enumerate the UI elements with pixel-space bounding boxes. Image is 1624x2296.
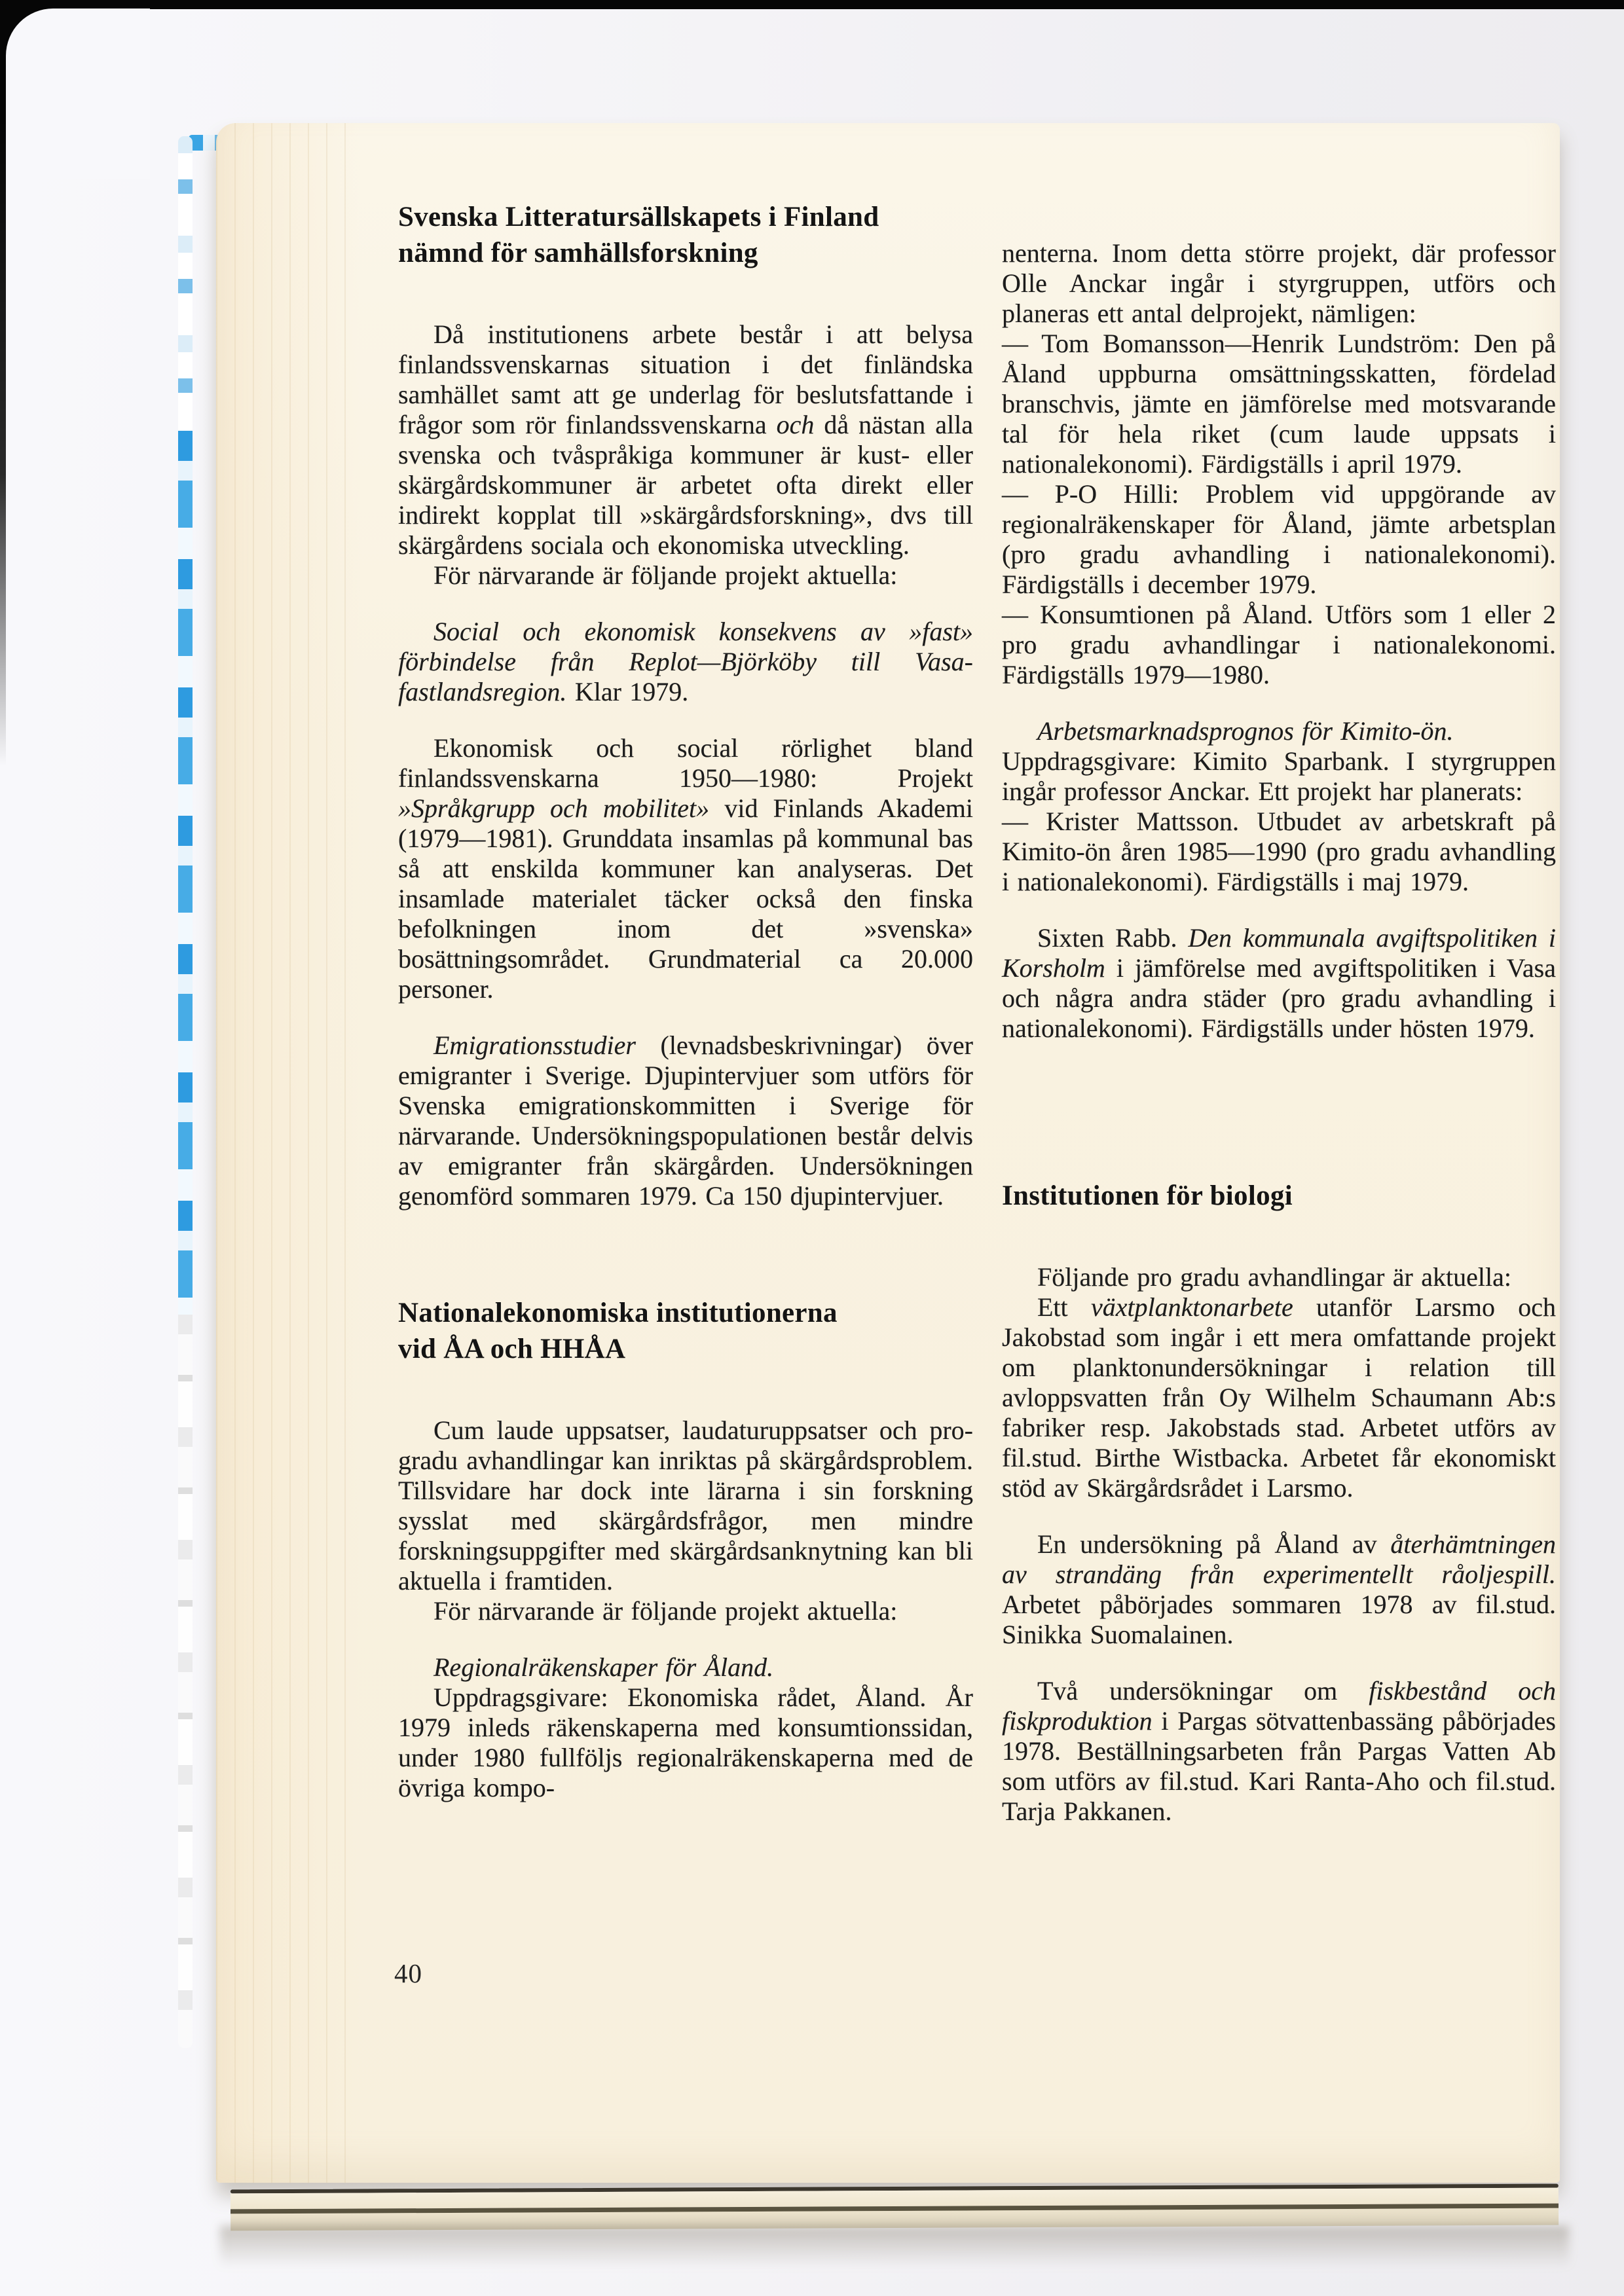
- book-cover-edge: [178, 136, 193, 2048]
- text-run: — Krister Mattsson. Utbudet av arbetskraft på Kimito-ön åren 1985—1990 (pro gradu avhandling i nationalekonomi). Färdigställs i maj 1979.: [1002, 807, 1556, 896]
- paragraph: [398, 319, 973, 560]
- paragraph: [1002, 807, 1556, 897]
- italic-text: återhämtningen av strandäng från experimentellt råoljespill.: [1002, 1529, 1556, 1589]
- paragraph: [1002, 923, 1556, 1044]
- italic-text: Emigrationsstudier: [434, 1030, 636, 1060]
- paragraph: [398, 1652, 973, 1683]
- italic-text: »Språkgrupp och mobilitet»: [398, 793, 710, 823]
- paragraph: [398, 733, 973, 1004]
- page-number: 40: [394, 1958, 422, 1988]
- section-heading: Svenska Litteratursällskapets i Finland nämnd för samhällsforskning: [398, 202, 879, 268]
- paragraph: [1002, 329, 1556, 479]
- text-run: Följande pro gradu avhandlingar är aktuella:: [1037, 1262, 1511, 1292]
- text-run: Ekonomisk och social rörlighet bland finlandssvenskarna 1950—1980: Projekt: [398, 733, 973, 793]
- italic-text: Social och ekonomisk konsekvens av »fast» förbindelse från Replot—Björköby till Vasa-fastlandsregion.: [398, 617, 973, 706]
- paragraph: [398, 1683, 973, 1803]
- text-column-right: [1002, 238, 1556, 1827]
- text-run: utanför Larsmo och Jakobstad som ingår i ett mera omfattande projekt om planktonundersökningar i relation till avloppsvatten från Oy Wilhelm Schaumann Ab:s fabriker resp. Jakobstads stad. Arbetet utförs av fil.stud. Birthe Wistbacka. Arbetet får ekonomiskt stöd av Skärgårdsrådet i Larsmo.: [1002, 1292, 1556, 1503]
- page-gutter-streaks: [216, 123, 354, 2183]
- paragraph: [1002, 1676, 1556, 1827]
- paragraph: [398, 617, 973, 707]
- italic-text: Regionalräkenskaper för Åland.: [434, 1652, 774, 1682]
- paragraph: [398, 560, 973, 591]
- paragraph: [1002, 1529, 1556, 1650]
- paragraph: [1002, 479, 1556, 600]
- text-run: Arbetet påbörjades sommaren 1978 av fil.stud. Sinikka Suomalainen.: [1002, 1590, 1556, 1649]
- scanner-corner-highlight: [6, 9, 150, 179]
- italic-text: växtplanktonarbete: [1090, 1292, 1293, 1322]
- text-run: Uppdragsgivare: Ekonomiska rådet, Åland. År 1979 inleds räkenskaperna med konsumtionssidan, under 1980 fullföljs regionalräkenskaperna med de övriga kompo-: [398, 1683, 973, 1802]
- text-run: För närvarande är följande projekt aktuella:: [434, 1596, 898, 1626]
- text-run: i jämförelse med avgiftspolitiken i Vasa och några andra städer (pro gradu avhandling i nationalekonomi). Färdigställs under hösten 1979.: [1002, 953, 1556, 1043]
- cover-edge-segment: [178, 136, 193, 431]
- cover-edge-segment: [178, 431, 193, 1315]
- text-run: För närvarande är följande projekt aktuella:: [434, 560, 898, 590]
- paragraph: [398, 1030, 973, 1211]
- paragraph: [1002, 1262, 1556, 1292]
- text-run: nenterna. Inom detta större projekt, där professor Olle Anckar ingår i styrgruppen, utförs och planeras ett antal delprojekt, nämligen:: [1002, 238, 1556, 328]
- cover-edge-segment: [178, 1315, 193, 2048]
- scanner-edge-top: [0, 0, 1624, 9]
- text-run: Cum laude uppsatser, laudaturuppsatser och pro-gradu avhandlingar kan inriktas på skärgårdsproblem. Tillsvidare har dock inte lärarna i sin forskning sysslat med skärgårdsfrågor, men mindre forskningsuppgifter med skärgårdsanknytning kan bli aktuella i framtiden.: [398, 1415, 973, 1595]
- book-page-paper: [216, 123, 1560, 2183]
- paragraph: [1002, 238, 1556, 329]
- text-run: (levnadsbeskrivningar) över emigranter i Sverige. Djupintervjuer som utförs för Svenska emigrationskommitten i Sverige för närvarande. Undersökningspopulationen består delvis av emigranter från skärgården. Undersökningen genomförd sommaren 1979. Ca 150 djupintervjuer.: [398, 1030, 973, 1211]
- paragraph: [1002, 600, 1556, 690]
- text-run: En undersökning på Åland av: [1037, 1529, 1391, 1559]
- paragraph: [1002, 716, 1556, 746]
- scanner-edge-left: [0, 118, 6, 766]
- text-run: i Pargas sötvattenbassäng påbörjades 1978. Beställningsarbeten från Pargas Vatten Ab som utförs av fil.stud. Kari Ranta-Aho och fil.stud. Tarja Pakkanen.: [1002, 1706, 1556, 1826]
- italic-text: och: [776, 410, 815, 439]
- text-run: Då institutionens arbete består i att belysa finlandssvenskarnas situation i det finländska samhället samt att ge underlag för beslutsfattande i frågor som rör finlandssvenskarna: [398, 319, 973, 439]
- section-heading: Institutionen för biologi: [1002, 1180, 1293, 1211]
- text-run: då nästan alla svenska och tvåspråkiga kommuner är kust- eller skärgårdskommuner är arbetet ofta direkt eller indirekt kopplat till »skärgårdsforskning», dvs till skärgårdens sociala och ekonomiska utveckling.: [398, 410, 973, 560]
- italic-text: Arbetsmarknadsprognos för Kimito-ön.: [1037, 716, 1454, 746]
- text-run: — Tom Bomansson—Henrik Lundström: Den på Åland uppburna omsättningsskatten, fördelad branschvis, jämte en jämförelse med motsvarande tal för hela riket (cum laude uppsats i nationalekonomi). Färdigställs i april 1979.: [1002, 329, 1556, 479]
- text-run: — P-O Hilli: Problem vid uppgörande av regionalräkenskaper för Åland, jämte arbetsplan (pro gradu avhandling i nationalekonomi). Färdigställs i december 1979.: [1002, 479, 1556, 599]
- text-run: Två undersökningar om: [1037, 1676, 1369, 1705]
- paragraph: [398, 1415, 973, 1596]
- section-heading: Nationalekonomiska institutionerna vid ÅA och HHÅA: [398, 1298, 838, 1364]
- text-run: Klar 1979.: [566, 677, 689, 706]
- italic-text: Den kommunala avgiftspolitiken i Korsholm: [1002, 923, 1556, 983]
- text-run: vid Finlands Akademi (1979—1981). Grunddata insamlas på kommunal bas så att enskilda kommuner kan analyseras. Det insamlade materialet täcker också den finska befolkningen inom det »svenska» bosättningsområdet. Grundmaterial ca 20.000 personer.: [398, 793, 973, 1004]
- italic-text: fiskbestånd och fiskproduktion: [1002, 1676, 1556, 1736]
- paragraph: [1002, 1292, 1556, 1503]
- text-column-left: [398, 199, 973, 1803]
- text-run: Ett: [1037, 1292, 1091, 1322]
- text-run: — Konsumtionen på Åland. Utförs som 1 eller 2 pro gradu avhandlingar i nationalekonomi. Färdigställs 1979—1980.: [1002, 600, 1556, 689]
- text-run: Sixten Rabb.: [1037, 923, 1189, 953]
- paragraph: [1002, 746, 1556, 807]
- book-shadow: [220, 2226, 1569, 2268]
- paragraph: [398, 1596, 973, 1626]
- page-stack-edge: [231, 2184, 1559, 2231]
- text-run: Uppdragsgivare: Kimito Sparbank. I styrgruppen ingår professor Anckar. Ett projekt har planerats:: [1002, 746, 1556, 806]
